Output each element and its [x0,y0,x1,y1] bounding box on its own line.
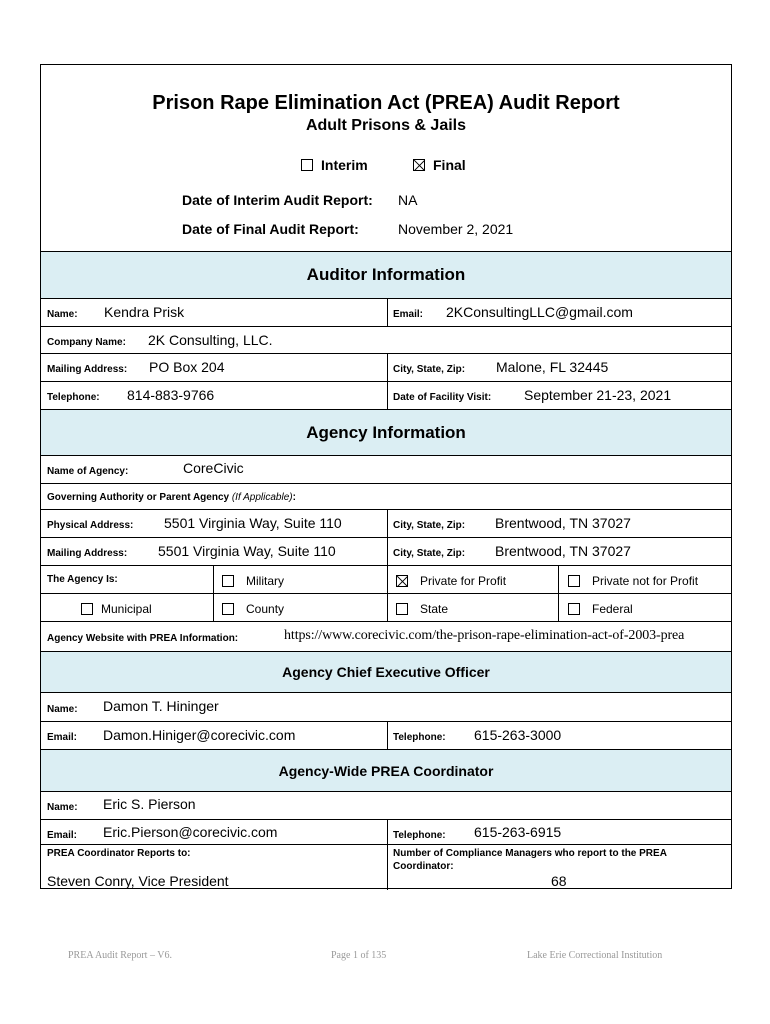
agency-section-title: Agency Information [306,422,466,442]
agency-name-label: Name of Agency: [47,466,129,477]
agency-name-row [41,455,731,483]
interim-date-label: Date of Interim Audit Report: [182,192,373,208]
empty-checkbox-icon [222,603,234,615]
county-option[interactable]: County [222,602,284,616]
interim-date-value: NA [398,192,418,208]
auditor-mailing: PO Box 204 [149,359,225,375]
coordinator-section-title: Agency-Wide PREA Coordinator [278,762,494,779]
column-divider [387,354,388,382]
coordinator-email-label: Email: [47,830,78,841]
empty-checkbox-icon [396,603,408,615]
footer-facility-name: Lake Erie Correctional Institution [527,950,663,961]
coordinator-name: Eric S. Pierson [103,796,196,812]
visit-date-label: Date of Facility Visit: [393,392,492,403]
auditor-section-title: Auditor Information [306,265,466,284]
compliance-managers-label-line2: Coordinator: [393,861,454,872]
footer-page-number: Page 1 of 135 [331,950,387,961]
physical-csz-label: City, State, Zip: [393,520,466,531]
governing-authority-label: Governing Authority or Parent Agency (If Applicable): [47,492,296,503]
final-date-value: November 2, 2021 [398,221,514,237]
auditor-name-row [41,298,731,326]
ceo-name-row [41,692,731,721]
empty-checkbox-icon [301,159,313,171]
auditor-company-row [41,326,731,353]
report-subtitle: Adult Prisons & Jails [305,117,467,134]
visit-date: September 21-23, 2021 [524,387,672,403]
private-for-profit-option[interactable]: Private for Profit [396,574,506,588]
x-checkbox-icon [396,575,408,587]
agency-type-row-1 [41,565,731,593]
coordinator-phone-label: Telephone: [393,830,446,841]
agency-section-header [41,409,731,455]
reports-to-label: PREA Coordinator Reports to: [47,848,191,859]
compliance-managers-label-line1: Number of Compliance Managers who report to the PREA [393,848,667,859]
auditor-email: 2KConsultingLLC@gmail.com [446,304,633,320]
auditor-name: Kendra Prisk [104,304,185,320]
empty-checkbox-icon [568,575,580,587]
ceo-section-header [41,651,731,692]
coordinator-name-label: Name: [47,802,78,813]
federal-option[interactable]: Federal [568,602,633,616]
agency-mailing-label: Mailing Address: [47,548,128,559]
private-not-for-profit-option[interactable]: Private not for Profit [568,574,698,588]
ceo-name-label: Name: [47,704,78,715]
agency-website-link[interactable]: https://www.corecivic.com/the-prison-rape-elimination-act-of-2003-prea [284,628,685,643]
reports-to: Steven Conry, Vice President [47,873,229,889]
empty-checkbox-icon [81,603,93,615]
coordinator-email: Eric.Pierson@corecivic.com [103,824,278,840]
military-option[interactable]: Military [222,574,284,588]
final-label: Final [433,157,466,173]
agency-website-label: Agency Website with PREA Information: [47,633,239,644]
ceo-phone-label: Telephone: [393,732,446,743]
ceo-email-label: Email: [47,732,78,743]
footer-report-version: PREA Audit Report – V6. [68,950,172,961]
physical-address-label: Physical Address: [47,520,134,531]
physical-address: 5501 Virginia Way, Suite 110 [164,515,342,531]
final-checkbox[interactable] [413,157,466,173]
ceo-name: Damon T. Hininger [103,698,219,714]
auditor-mailing-label: Mailing Address: [47,364,128,375]
auditor-mailing-row [41,353,731,381]
empty-checkbox-icon [568,603,580,615]
coordinator-reports-row [41,844,731,889]
interim-label: Interim [321,157,368,173]
final-date-label: Date of Final Audit Report: [182,221,359,237]
agency-name: CoreCivic [183,460,244,476]
agency-website-row [41,621,731,651]
coordinator-name-row [41,791,731,819]
physical-address-row [41,509,731,537]
auditor-csz-label: City, State, Zip: [393,364,466,375]
agency-mailing-csz: Brentwood, TN 37027 [495,543,631,559]
auditor-phone-row [41,381,731,409]
agency-type-row-2 [41,593,731,621]
column-divider [387,538,388,566]
column-divider [387,722,388,750]
auditor-csz: Malone, FL 32445 [496,359,609,375]
column-divider [387,382,388,410]
agency-is-label: The Agency Is: [47,574,118,585]
ceo-email: Damon.Hiniger@corecivic.com [103,727,296,743]
audit-report-form [40,64,732,889]
state-option[interactable]: State [396,602,448,616]
coordinator-section-header [41,749,731,791]
company-name: 2K Consulting, LLC. [148,332,273,348]
company-name-label: Company Name: [47,337,126,348]
auditor-section-header [41,251,731,298]
ceo-email-row [41,721,731,749]
coordinator-phone: 615-263-6915 [474,824,562,840]
auditor-phone-label: Telephone: [47,392,100,403]
coordinator-email-row [41,819,731,844]
interim-checkbox[interactable] [301,157,368,173]
x-checkbox-icon [413,159,425,171]
empty-checkbox-icon [222,575,234,587]
column-divider [387,299,388,327]
auditor-name-label: Name: [47,309,78,320]
column-divider [387,510,388,538]
ceo-phone: 615-263-3000 [474,727,562,743]
municipal-option[interactable]: Municipal [81,602,152,616]
auditor-phone: 814-883-9766 [127,387,215,403]
ceo-section-title: Agency Chief Executive Officer [282,664,490,680]
auditor-email-label: Email: [393,309,424,320]
report-title: Prison Rape Elimination Act (PREA) Audit Report [152,92,620,114]
agency-mailing-csz-label: City, State, Zip: [393,548,466,559]
agency-mailing-row [41,537,731,565]
compliance-managers-count: 68 [551,873,567,889]
physical-csz: Brentwood, TN 37027 [495,515,631,531]
agency-mailing: 5501 Virginia Way, Suite 110 [158,543,336,559]
governing-authority-row [41,483,731,509]
